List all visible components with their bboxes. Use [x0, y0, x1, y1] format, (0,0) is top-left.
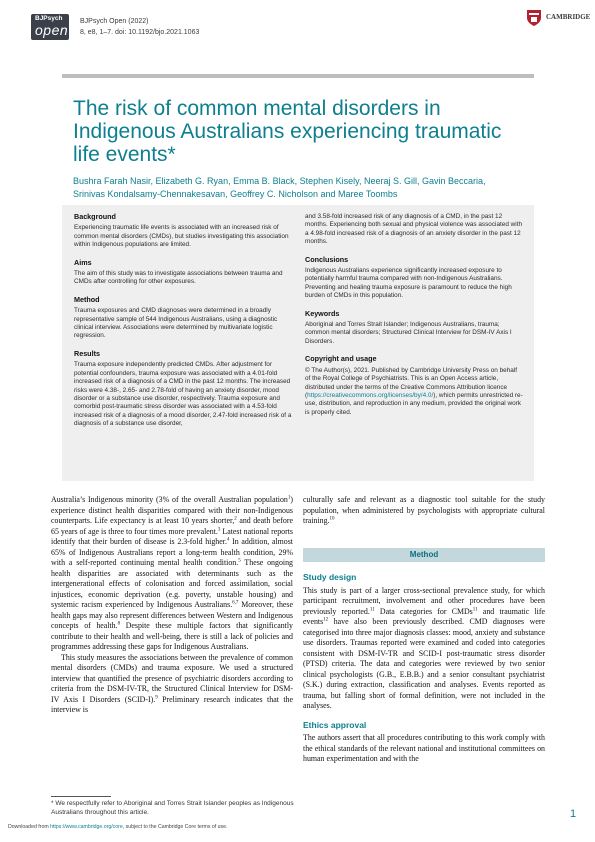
page-number: 1 [570, 808, 577, 820]
abstract-copyright-text [305, 367, 523, 417]
text-run: have also been previously described. CMD diagnoses were categorised into three major diagnosis classes: mood, anxiety and substance use disorders. Traumas reported were examined and coded into categories consistent with DSM-IV-TR and SCID-I post-traumatic stress disorder (PTSD) criteria. The data and categories were reviewed by two senior clinical psychologists (G.B., E.B.B.) and a senior consultant psychiatrist (S.K.) during extraction, classification and analyses. Events reported as trauma, but falling short of formal definition, were not included in the analyses. [303, 617, 545, 710]
abstract-aims-text: The aim of this study was to investigate associations between trauma and CMDs after controlling for other exposures. [74, 270, 283, 286]
body-left-column [51, 495, 293, 716]
abstract-results-continued: and 3.58-fold increased risk of any diagnosis of a CMD, in the past 12 months. Experiencing both sexual and physical violence was associated with a 4.98-fold increased risk of a diagnosis of an anxiety disorder in the past 12 months. [305, 213, 523, 246]
citation-superscript: 5 [238, 558, 241, 564]
text-run: Preliminary research indicates that the interview is [51, 694, 293, 714]
article-title: The risk of common mental disorders in Indigenous Australians experiencing traumatic life events* [73, 97, 502, 166]
method-section [303, 572, 545, 765]
abstract-left-column [74, 213, 292, 438]
section-heading-method: Method [409, 550, 439, 559]
abstract-heading-aims: Aims [74, 257, 92, 267]
text-run: Australia’s Indigenous minority (3% of the overall Australian population [51, 495, 288, 504]
authors-line-1: Bushra Farah Nasir, Elizabeth G. Ryan, Emma B. Black, Stephen Kisely, Neeraj S. Gill, Gavin Beccaria, [73, 176, 486, 186]
citation-superscript: 1 [287, 495, 291, 501]
abstract-heading-background: Background [74, 212, 116, 221]
citation-superscript: 11 [472, 606, 478, 612]
citation-superscript: 4 [226, 537, 230, 543]
text-run: culturally safe and relevant as a diagnostic tool suitable for the study population, when administered by psychologists with appropriate cultural training. [303, 495, 545, 525]
author-list [73, 175, 533, 201]
abstract-heading-copyright: Copyright and usage [305, 354, 377, 364]
abstract-heading-conclusions: Conclusions [305, 254, 349, 264]
abstract-conclusions-text: Indigenous Australians experience significantly increased exposure to potentially harmful trauma compared with non-Indigenous Australians. Preventing and healing trauma exposure is paramount to reduce the high burden of CMDs in this population. [305, 267, 512, 300]
abstract-heading-results: Results [74, 348, 100, 358]
citation-superscript: 6,7 [232, 600, 239, 606]
text-run: and traumatic life events [303, 606, 546, 626]
abstract-results-text: Trauma exposure independently predicted CMDs. After adjustment for potential confounders, trauma exposure was associated with a 4.01-fold increased risk of a diagnosis of a CMD in the past 12 months. The increased risks were 4.38-, 2.65- and 2.78-fold of having an anxiety disorder, mood disorder or a substance use disorder, respectively. Trauma exposure and comorbid post-traumatic stress disorder was associated with a 4.53-fold increased risk of a diagnosis of a mood disorder, 2.47-fold increased risk of a diagnosis of a substance use disorder, [74, 361, 292, 428]
title-rule [62, 74, 534, 78]
citation-superscript: 8 [117, 621, 121, 627]
cc-license-link[interactable]: https://creativecommons.org/licenses/by/4.0/ [307, 391, 434, 399]
abstract-background-text: Experiencing traumatic life events is associated with an increased risk of common mental disorders (CMDs), but studies investigating this association within Indigenous populations are limited. [74, 224, 289, 249]
abstract-heading-method: Method [74, 294, 100, 304]
abstract-heading-keywords: Keywords [305, 308, 340, 318]
citation-superscript: 3 [217, 526, 221, 532]
text-run: ) experience distinct health disparities compared with their non-Indigenous counterparts. Life expectancy is at least 10 years shorter, [51, 495, 293, 525]
bjpsych-open-logo [31, 14, 69, 40]
citation-superscript: 12 [323, 617, 329, 623]
cambridge-crest-icon [526, 9, 542, 27]
download-text-b: , subject to the Cambridge Core terms of use. [122, 824, 228, 830]
download-notice [8, 824, 227, 830]
abstract-right-column [305, 213, 523, 426]
ethics-paragraph: The authors assert that all procedures contributing to this work comply with the ethical standards of the relevant national and institutional committees on human experimentation and with the [303, 733, 545, 763]
citation-superscript: 2 [234, 516, 237, 522]
abstract-method-text: Trauma exposures and CMD diagnoses were determined in a broadly representative sample of 544 Indigenous Australians, using a diagnostic clinical interview. Associations were determined by multivariate logistic regression. [74, 307, 278, 340]
authors-line-2: Srinivas Kondalsamy-Chennakesavan, Geoffrey C. Nicholson and Maree Toombs [73, 189, 398, 199]
body-right-column [303, 495, 545, 527]
footnote-rule [51, 796, 111, 797]
text-run: This study is part of a larger cross-sectional prevalence study, for which participant recruitment, involvement and other procedures have been previously reported. [303, 585, 545, 616]
study-design-paragraph [303, 586, 545, 712]
abstract-keywords-text: Aboriginal and Torres Strait Islander; Indigenous Australians, trauma; common mental disorders; Structured Clinical Interview for DSM-IV Axis I Disorders. [305, 321, 512, 345]
copyright-text-b: ), which permits unrestricted re-use, distribution, and reproduction in any medium, provided the original work is properly cited. [305, 391, 523, 416]
footnote: * We respectfully refer to Aboriginal and Torres Strait Islander peoples as Indigenous Australians throughout this article. [51, 800, 294, 816]
cambridge-core-link[interactable]: https://www.cambridge.org/core [50, 824, 123, 830]
journal-volume-doi: 8, e8, 1–7. doi: 10.1192/bjo.2021.1063 [80, 29, 200, 36]
citation-superscript: 11 [369, 606, 375, 612]
subheading-study-design: Study design [303, 572, 357, 582]
subheading-ethics-approval: Ethics approval [303, 719, 367, 730]
text-run: Latest national reports identify that their burden of disease is 2.3-fold higher. [51, 526, 293, 546]
text-run: This study measures the associations between the prevalence of common mental disorders (CMDs) and trauma exposure. We used a structured interview that quantified the presence of psychiatric disorders according to criteria from the DSM-IV-TR, the Structured Clinical Interview for DSM-IV Axis I Disorders (SCID-I). [51, 652, 293, 704]
journal-citation [80, 16, 199, 38]
text-run: and death before 65 years of age is three to four times more prevalent. [51, 516, 293, 536]
citation-superscript: 10 [329, 516, 335, 522]
intro-paragraph-2 [51, 653, 293, 716]
publisher-name: CAMBRIDGE [546, 13, 591, 21]
download-text-a: Downloaded from [8, 824, 51, 830]
citation-superscript: 9 [155, 694, 158, 700]
text-run: These ongoing health disparities are associated with determinants such as the intergenerational effects of colonisation and forced assimilation, social injustices, economic deprivation (e.g. poverty, unstable housing) and systemic racism experienced by Indigenous Australians. [51, 558, 293, 609]
logo-bottom-text: open [35, 22, 69, 38]
journal-name-year: BJPsych Open (2022) [80, 18, 149, 25]
logo-top-text: BJPsych [35, 15, 63, 22]
text-run: Despite these multiple factors that significantly contribute to their health and well-being, there is still a lack of policies and programmes addressing these gaps for Indigenous Australians. [51, 621, 293, 651]
text-run: Data categories for CMDs [374, 606, 473, 616]
section-heading-bar [303, 548, 545, 562]
text-run: Moreover, these health gaps may also represent differences between Western and Indigenous concepts of health. [51, 600, 293, 630]
copyright-text-a: © The Author(s), 2021. Published by Cambridge University Press on behalf of the Royal College of Psychiatrists. This is an Open Access article, distributed under the terms of the Creative Commons Attribution licence ( [305, 366, 518, 399]
intro-paragraph-2-continued [303, 495, 545, 527]
text-run: In addition, almost 65% of Indigenous Australians report a long-term health condition, 29% with a self-reported continuing mental health condition. [51, 537, 293, 567]
intro-paragraph-1 [51, 495, 293, 653]
